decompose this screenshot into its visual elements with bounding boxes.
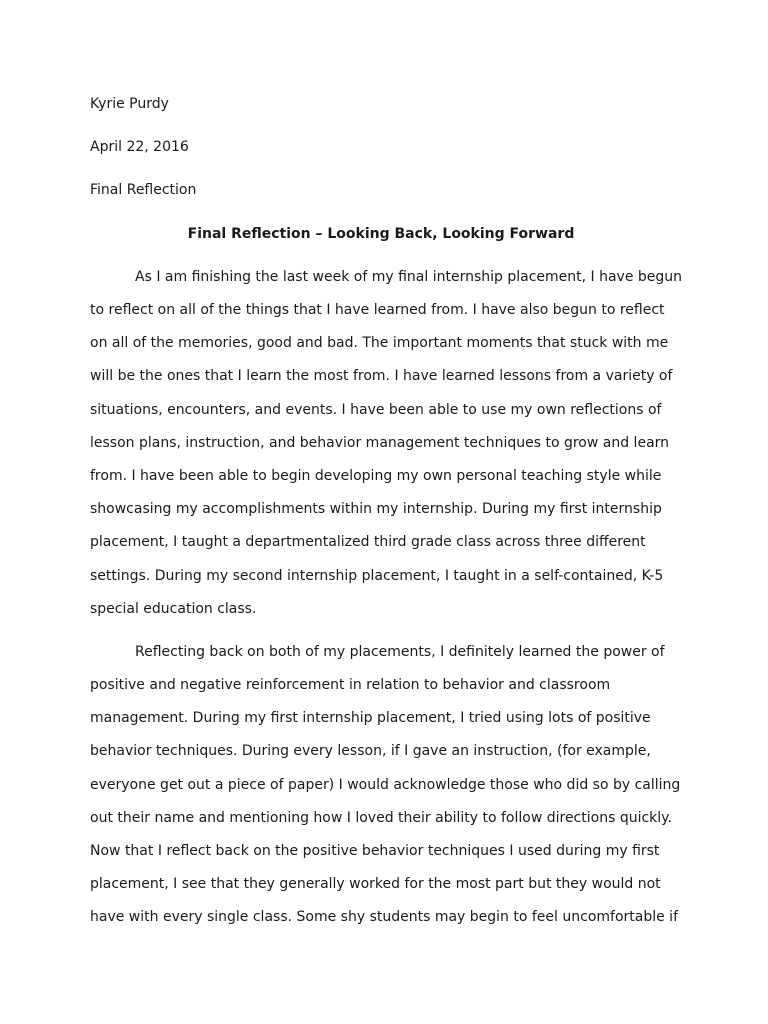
paragraph-line: Reflecting back on both of my placements, I definitely learned the power of bbox=[135, 643, 665, 660]
paragraph-line: on all of the memories, good and bad. The important moments that stuck with me bbox=[90, 335, 669, 352]
document-body bbox=[90, 88, 683, 945]
paragraph-line: from. I have been able to begin developing my own personal teaching style while bbox=[90, 467, 662, 484]
paragraph-1 bbox=[90, 261, 683, 626]
author-name: Kyrie Purdy bbox=[90, 96, 169, 112]
paragraph-line: special education class. bbox=[90, 600, 257, 617]
paragraph-line: lesson plans, instruction, and behavior management techniques to grow and learn bbox=[90, 434, 670, 451]
document-date: April 22, 2016 bbox=[90, 139, 189, 156]
course-title: Final Reflection bbox=[90, 182, 197, 199]
paragraph-line: everyone get out a piece of paper) I would acknowledge those who did so by calling bbox=[90, 776, 681, 793]
paragraph-line: placement, I taught a departmentalized third grade class across three different bbox=[90, 534, 646, 551]
paragraph-line: will be the ones that I learn the most from. I have learned lessons from a variety of bbox=[90, 368, 673, 385]
paragraph-line: positive and negative reinforcement in relation to behavior and classroom bbox=[90, 677, 611, 694]
paragraph-line: to reflect on all of the things that I have learned from. I have also begun to reflect bbox=[90, 302, 665, 318]
paragraph-line: behavior techniques. During every lesson, if I gave an instruction, (for example, bbox=[90, 743, 651, 760]
paragraph-2 bbox=[90, 636, 681, 935]
paragraph-line: situations, encounters, and events. I have been able to use my own reflections of bbox=[90, 401, 662, 418]
paragraph-line: out their name and mentioning how I loved their ability to follow directions quickly. bbox=[90, 809, 672, 826]
paragraph-line: Now that I reflect back on the positive behavior techniques I used during my first bbox=[90, 843, 660, 859]
paragraph-line: settings. During my second internship placement, I taught in a self-contained, K-5 bbox=[90, 567, 664, 584]
paragraph-line: management. During my first internship placement, I tried using lots of positive bbox=[90, 710, 651, 727]
paragraph-line: showcasing my accomplishments within my internship. During my first internship bbox=[90, 501, 662, 518]
paragraph-line: As I am finishing the last week of my final internship placement, I have begun bbox=[135, 268, 683, 285]
paragraph-line: placement, I see that they generally worked for the most part but they would not bbox=[90, 876, 661, 893]
document-title: Final Reflection – Looking Back, Looking Forward bbox=[187, 225, 575, 242]
paragraph-line: have with every single class. Some shy students may begin to feel uncomfortable if bbox=[90, 909, 678, 926]
